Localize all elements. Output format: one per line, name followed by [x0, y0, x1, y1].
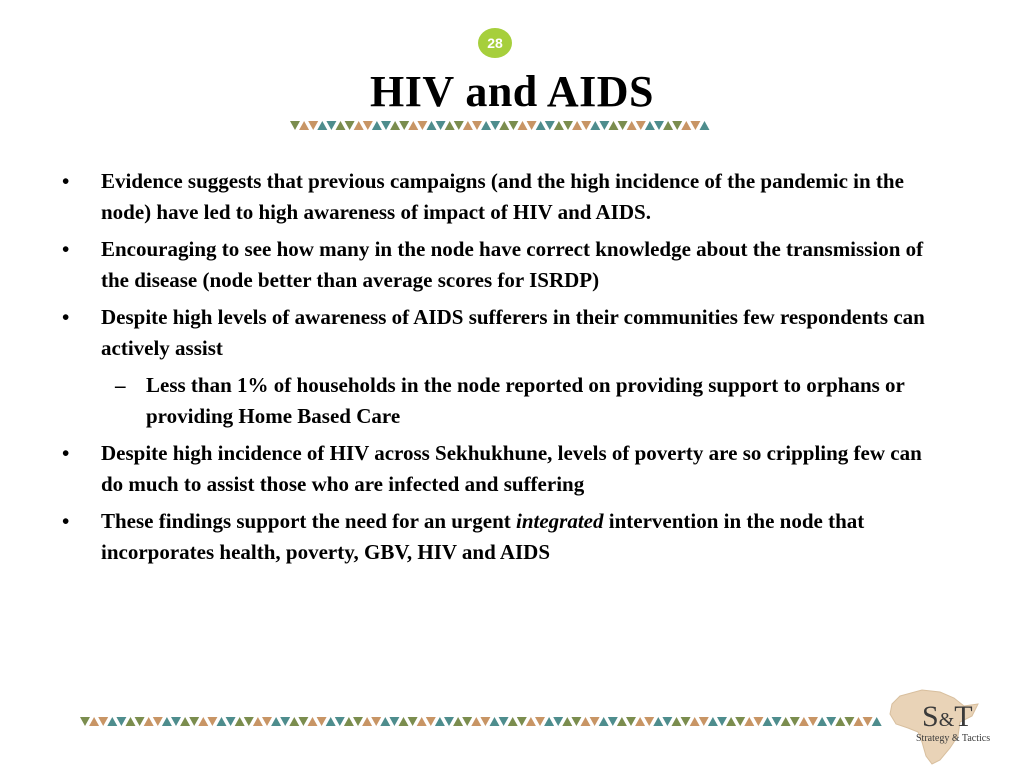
band-triangle-down — [189, 717, 199, 726]
band-triangle-down — [608, 717, 618, 726]
band-triangle-up — [763, 717, 773, 726]
band-triangle-up — [645, 121, 655, 130]
band-triangle-down — [444, 717, 454, 726]
bullet-text: integrated — [516, 509, 604, 533]
band-triangle-up — [399, 717, 409, 726]
band-triangle-down — [590, 717, 600, 726]
bullet-marker: • — [62, 169, 70, 193]
band-triangle-up — [427, 121, 437, 130]
band-triangle-up — [289, 717, 299, 726]
sub-bullet-item — [62, 370, 942, 432]
band-triangle-down — [116, 717, 126, 726]
band-triangle-up — [817, 717, 827, 726]
band-triangle-up — [390, 121, 400, 130]
band-triangle-up — [354, 121, 364, 130]
band-triangle-down — [462, 717, 472, 726]
band-triangle-up — [781, 717, 791, 726]
bullet-text: Less than 1% of households in the node reported on providing support to orphans or providing Home Based Care — [146, 373, 905, 428]
band-triangle-down — [353, 717, 363, 726]
band-triangle-up — [490, 717, 500, 726]
band-triangle-up — [609, 121, 619, 130]
band-triangle-up — [126, 717, 136, 726]
band-triangle-up — [599, 717, 609, 726]
band-triangle-down — [545, 121, 555, 130]
band-triangle-up — [253, 717, 263, 726]
band-triangle-down — [280, 717, 290, 726]
band-triangle-up — [308, 717, 318, 726]
bullet-marker: • — [62, 305, 70, 329]
band-triangle-up — [835, 717, 845, 726]
band-triangle-down — [699, 717, 709, 726]
bullet-item — [62, 166, 942, 228]
bullet-marker: • — [62, 509, 70, 533]
band-triangle-down — [262, 717, 272, 726]
band-triangle-down — [571, 717, 581, 726]
band-triangle-up — [299, 121, 309, 130]
band-triangle-down — [389, 717, 399, 726]
bullet-text: Despite high levels of awareness of AIDS sufferers in their communities few respondents can actively assist — [101, 305, 925, 360]
band-triangle-up — [271, 717, 281, 726]
band-triangle-up — [499, 121, 509, 130]
band-triangle-down — [535, 717, 545, 726]
band-triangle-up — [336, 121, 346, 130]
band-triangle-down — [381, 121, 391, 130]
band-triangle-down — [399, 121, 409, 130]
band-triangle-down — [690, 121, 700, 130]
band-triangle-up — [372, 121, 382, 130]
band-triangle-up — [344, 717, 354, 726]
bullet-item — [62, 234, 942, 296]
band-triangle-down — [527, 121, 537, 130]
page-number-badge: 28 — [478, 28, 512, 58]
band-triangle-up — [408, 121, 418, 130]
band-triangle-up — [590, 121, 600, 130]
band-triangle-down — [454, 121, 464, 130]
band-triangle-up — [89, 717, 99, 726]
band-triangle-up — [627, 121, 637, 130]
logo-subtitle: Strategy & Tactics — [916, 733, 991, 744]
band-triangle-up — [536, 121, 546, 130]
band-triangle-up — [663, 121, 673, 130]
band-triangle-up — [854, 717, 864, 726]
band-triangle-down — [207, 717, 217, 726]
bullet-marker: • — [62, 441, 70, 465]
band-triangle-down — [436, 121, 446, 130]
band-triangle-up — [690, 717, 700, 726]
band-triangle-up — [544, 717, 554, 726]
band-triangle-down — [335, 717, 345, 726]
band-triangle-down — [171, 717, 181, 726]
band-triangle-up — [700, 121, 710, 130]
band-triangle-up — [581, 717, 591, 726]
band-triangle-down — [863, 717, 873, 726]
band-triangle-up — [217, 717, 227, 726]
band-triangle-up — [435, 717, 445, 726]
band-triangle-up — [317, 121, 327, 130]
band-triangle-up — [235, 717, 245, 726]
decorative-band-bottom — [80, 716, 900, 728]
bullet-text: Despite high incidence of HIV across Sekhukhune, levels of poverty are so crippling few can do much to assist those who are infected and suffering — [101, 441, 922, 496]
band-triangle-down — [644, 717, 654, 726]
band-triangle-down — [135, 717, 145, 726]
band-triangle-down — [426, 717, 436, 726]
band-triangle-up — [362, 717, 372, 726]
band-triangle-down — [808, 717, 818, 726]
band-triangle-down — [80, 717, 90, 726]
band-triangle-up — [162, 717, 172, 726]
band-triangle-down — [226, 717, 236, 726]
band-triangle-down — [345, 121, 355, 130]
band-triangle-up — [726, 717, 736, 726]
band-triangle-down — [499, 717, 509, 726]
band-triangle-down — [618, 121, 628, 130]
band-triangle-down — [654, 121, 664, 130]
band-triangle-up — [471, 717, 481, 726]
band-triangle-down — [826, 717, 836, 726]
band-triangle-up — [417, 717, 427, 726]
band-triangle-down — [298, 717, 308, 726]
band-triangle-up — [198, 717, 208, 726]
band-triangle-up — [799, 717, 809, 726]
band-triangle-up — [463, 121, 473, 130]
band-triangle-down — [98, 717, 108, 726]
bullet-item — [62, 506, 942, 568]
company-logo — [880, 686, 1020, 768]
band-triangle-up — [572, 121, 582, 130]
bullet-text: These findings support the need for an urgent — [101, 509, 516, 533]
band-triangle-down — [308, 121, 318, 130]
band-triangle-down — [290, 121, 300, 130]
band-triangle-up — [481, 121, 491, 130]
logo-letters: S&T — [922, 700, 973, 733]
band-triangle-up — [708, 717, 718, 726]
band-triangle-up — [653, 717, 663, 726]
bullet-text: Evidence suggests that previous campaigns (and the high incidence of the pandemic in the node) have led to high awareness of impact of HIV and AIDS. — [101, 169, 904, 224]
band-triangle-up — [744, 717, 754, 726]
band-triangle-up — [518, 121, 528, 130]
bullet-item — [62, 438, 942, 500]
bullet-text: intervention in the node that incorporates health, poverty, GBV, HIV and AIDS — [101, 509, 865, 564]
band-triangle-down — [772, 717, 782, 726]
bullet-text: Encouraging to see how many in the node have correct knowledge about the transmission of the disease (node better than average scores for ISRDP) — [101, 237, 924, 292]
band-triangle-down — [490, 121, 500, 130]
band-triangle-down — [581, 121, 591, 130]
band-triangle-up — [635, 717, 645, 726]
band-triangle-down — [553, 717, 563, 726]
band-triangle-down — [244, 717, 254, 726]
band-triangle-down — [417, 121, 427, 130]
bullet-item — [62, 302, 942, 364]
band-triangle-up — [445, 121, 455, 130]
band-triangle-up — [508, 717, 518, 726]
bullet-list — [62, 166, 942, 574]
band-triangle-down — [672, 121, 682, 130]
decorative-band-top — [290, 120, 726, 132]
band-triangle-up — [144, 717, 154, 726]
band-triangle-up — [180, 717, 190, 726]
band-triangle-down — [626, 717, 636, 726]
band-triangle-down — [753, 717, 763, 726]
band-triangle-up — [672, 717, 682, 726]
bullet-marker: • — [62, 237, 70, 261]
band-triangle-up — [681, 121, 691, 130]
band-triangle-down — [735, 717, 745, 726]
band-triangle-down — [662, 717, 672, 726]
band-triangle-down — [517, 717, 527, 726]
band-triangle-down — [844, 717, 854, 726]
band-triangle-down — [636, 121, 646, 130]
band-triangle-up — [380, 717, 390, 726]
band-triangle-up — [526, 717, 536, 726]
dash-marker: – — [115, 373, 126, 397]
band-triangle-down — [563, 121, 573, 130]
band-triangle-down — [472, 121, 482, 130]
band-triangle-down — [326, 121, 336, 130]
band-triangle-down — [599, 121, 609, 130]
band-triangle-up — [326, 717, 336, 726]
band-triangle-up — [617, 717, 627, 726]
band-triangle-down — [371, 717, 381, 726]
band-triangle-down — [317, 717, 327, 726]
band-triangle-down — [408, 717, 418, 726]
band-triangle-up — [554, 121, 564, 130]
band-triangle-down — [717, 717, 727, 726]
band-triangle-down — [153, 717, 163, 726]
band-triangle-down — [480, 717, 490, 726]
band-triangle-up — [107, 717, 117, 726]
slide-title: HIV and AIDS — [370, 67, 654, 116]
band-triangle-up — [562, 717, 572, 726]
band-triangle-down — [363, 121, 373, 130]
band-triangle-down — [790, 717, 800, 726]
band-triangle-up — [453, 717, 463, 726]
band-triangle-down — [681, 717, 691, 726]
band-triangle-down — [508, 121, 518, 130]
